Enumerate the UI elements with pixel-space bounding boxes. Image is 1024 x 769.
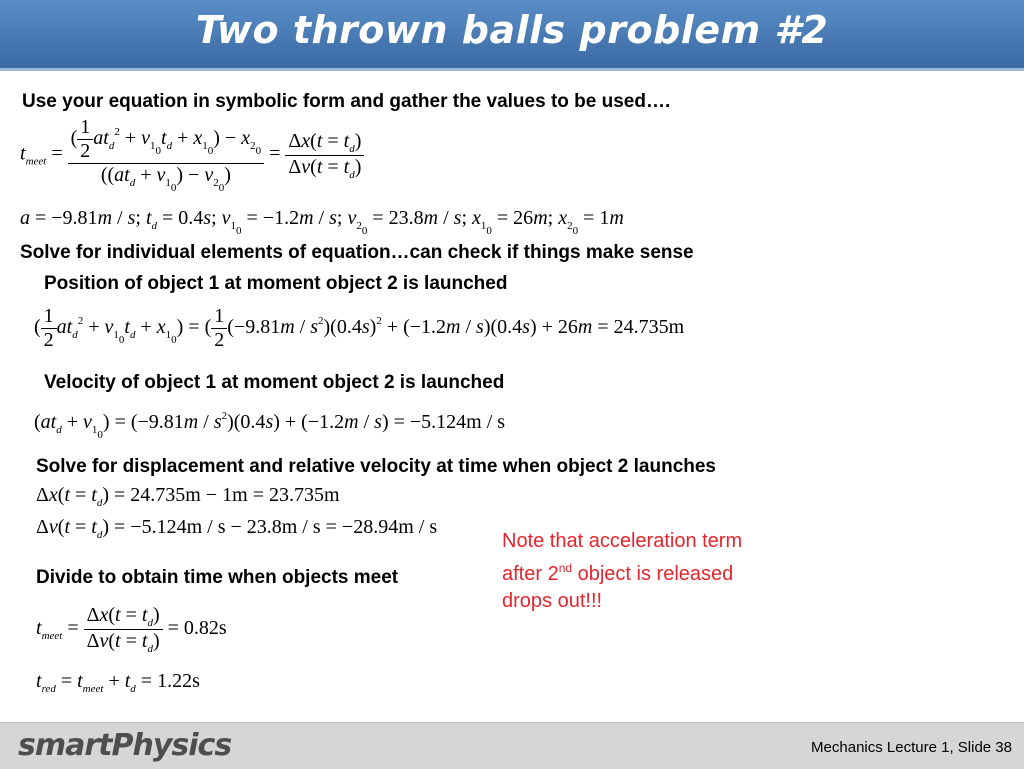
velocity-result: −5.124m / s [409, 411, 506, 433]
position-heading: Position of object 1 at moment object 2 is launched [44, 273, 508, 294]
position-equation: ( $\frac{1}{2}$ $at_d^2 + v_{1_0}t_d + x_{1_0}$) = ( $\frac{1}{2}$ $(-9.81m / s^2)(0.4s)^2 + (-1.2m / s)(0.4s) + 26m = 24.735m$ [34, 305, 685, 351]
tred-equation: $t_{red} = t_{meet} + t_d = 1.22s$ [36, 670, 200, 695]
title-bar [0, 0, 1024, 71]
slide-info: Mechanics Lecture 1, Slide 38 [811, 739, 1012, 756]
displacement-result: 24.735m − 1m = 23.735m [130, 484, 340, 506]
given-values-equation: a = −9.81m / s; $t_d = 0.4s$; $v_{1_0} = -1.2m / s$; $v_{2_0} = 23.8m / s$; $x_{1_0} = 26m$; $x_{2_0} = 1m$ [20, 207, 624, 237]
smartphysics-logo: smartPhysics [18, 728, 232, 763]
displacement-equation: $\Delta x(t = t_d) = 24.735m - 1m = 23.735m$ [36, 484, 340, 509]
velocity-heading: Velocity of object 1 at moment object 2 is launched [44, 372, 505, 393]
position-result: 24.735m [613, 316, 685, 339]
instruction-solve-elements: Solve for individual elements of equation…can check if things make sense [20, 242, 694, 263]
instruction-gather-values: Use your equation in symbolic form and gather the values to be used…. [22, 91, 671, 112]
slide-title: Two thrown balls problem #2 [195, 8, 829, 52]
tmeet-result: 0.82s [183, 617, 227, 640]
acceleration-note: Note that acceleration term after 2nd object is released drops out!!! [502, 530, 743, 612]
velocity-equation: $(at_d + v_{1_0}) = (-9.81m / s^2)(0.4s) + (-1.2m / s) = -5.124m / s$ [34, 410, 506, 441]
divide-heading: Divide to obtain time when objects meet [36, 567, 399, 588]
footer-bar [0, 722, 1024, 769]
tmeet-symbolic-equation: $t_{meet}$ = ( $\frac{1}{2}$ $at_d^2 + v_{1_0}t_d + x_{1_0}) - x_{2_0}$ $((at_d + v_{1_0}) - v_{2_0})$ = $\frac{\Delta x(t = t_d)}{\Delta v(t = t_d)}$ [20, 116, 364, 194]
tred-result: 1.22s [157, 670, 200, 692]
relative-velocity-equation: $\Delta v(t = t_d) = -5.124m / s - 23.8m / s = -28.94m / s$ [36, 516, 438, 541]
tmeet-result-equation: $t_{meet}$ = $\frac{\Delta x(t = t_d)}{\Delta v(t = t_d)}$ = 0.82s [36, 604, 227, 655]
displacement-heading: Solve for displacement and relative velocity at time when object 2 launches [36, 456, 717, 477]
relative-velocity-result: −5.124m / s − 23.8m / s = −28.94m / s [130, 516, 438, 538]
